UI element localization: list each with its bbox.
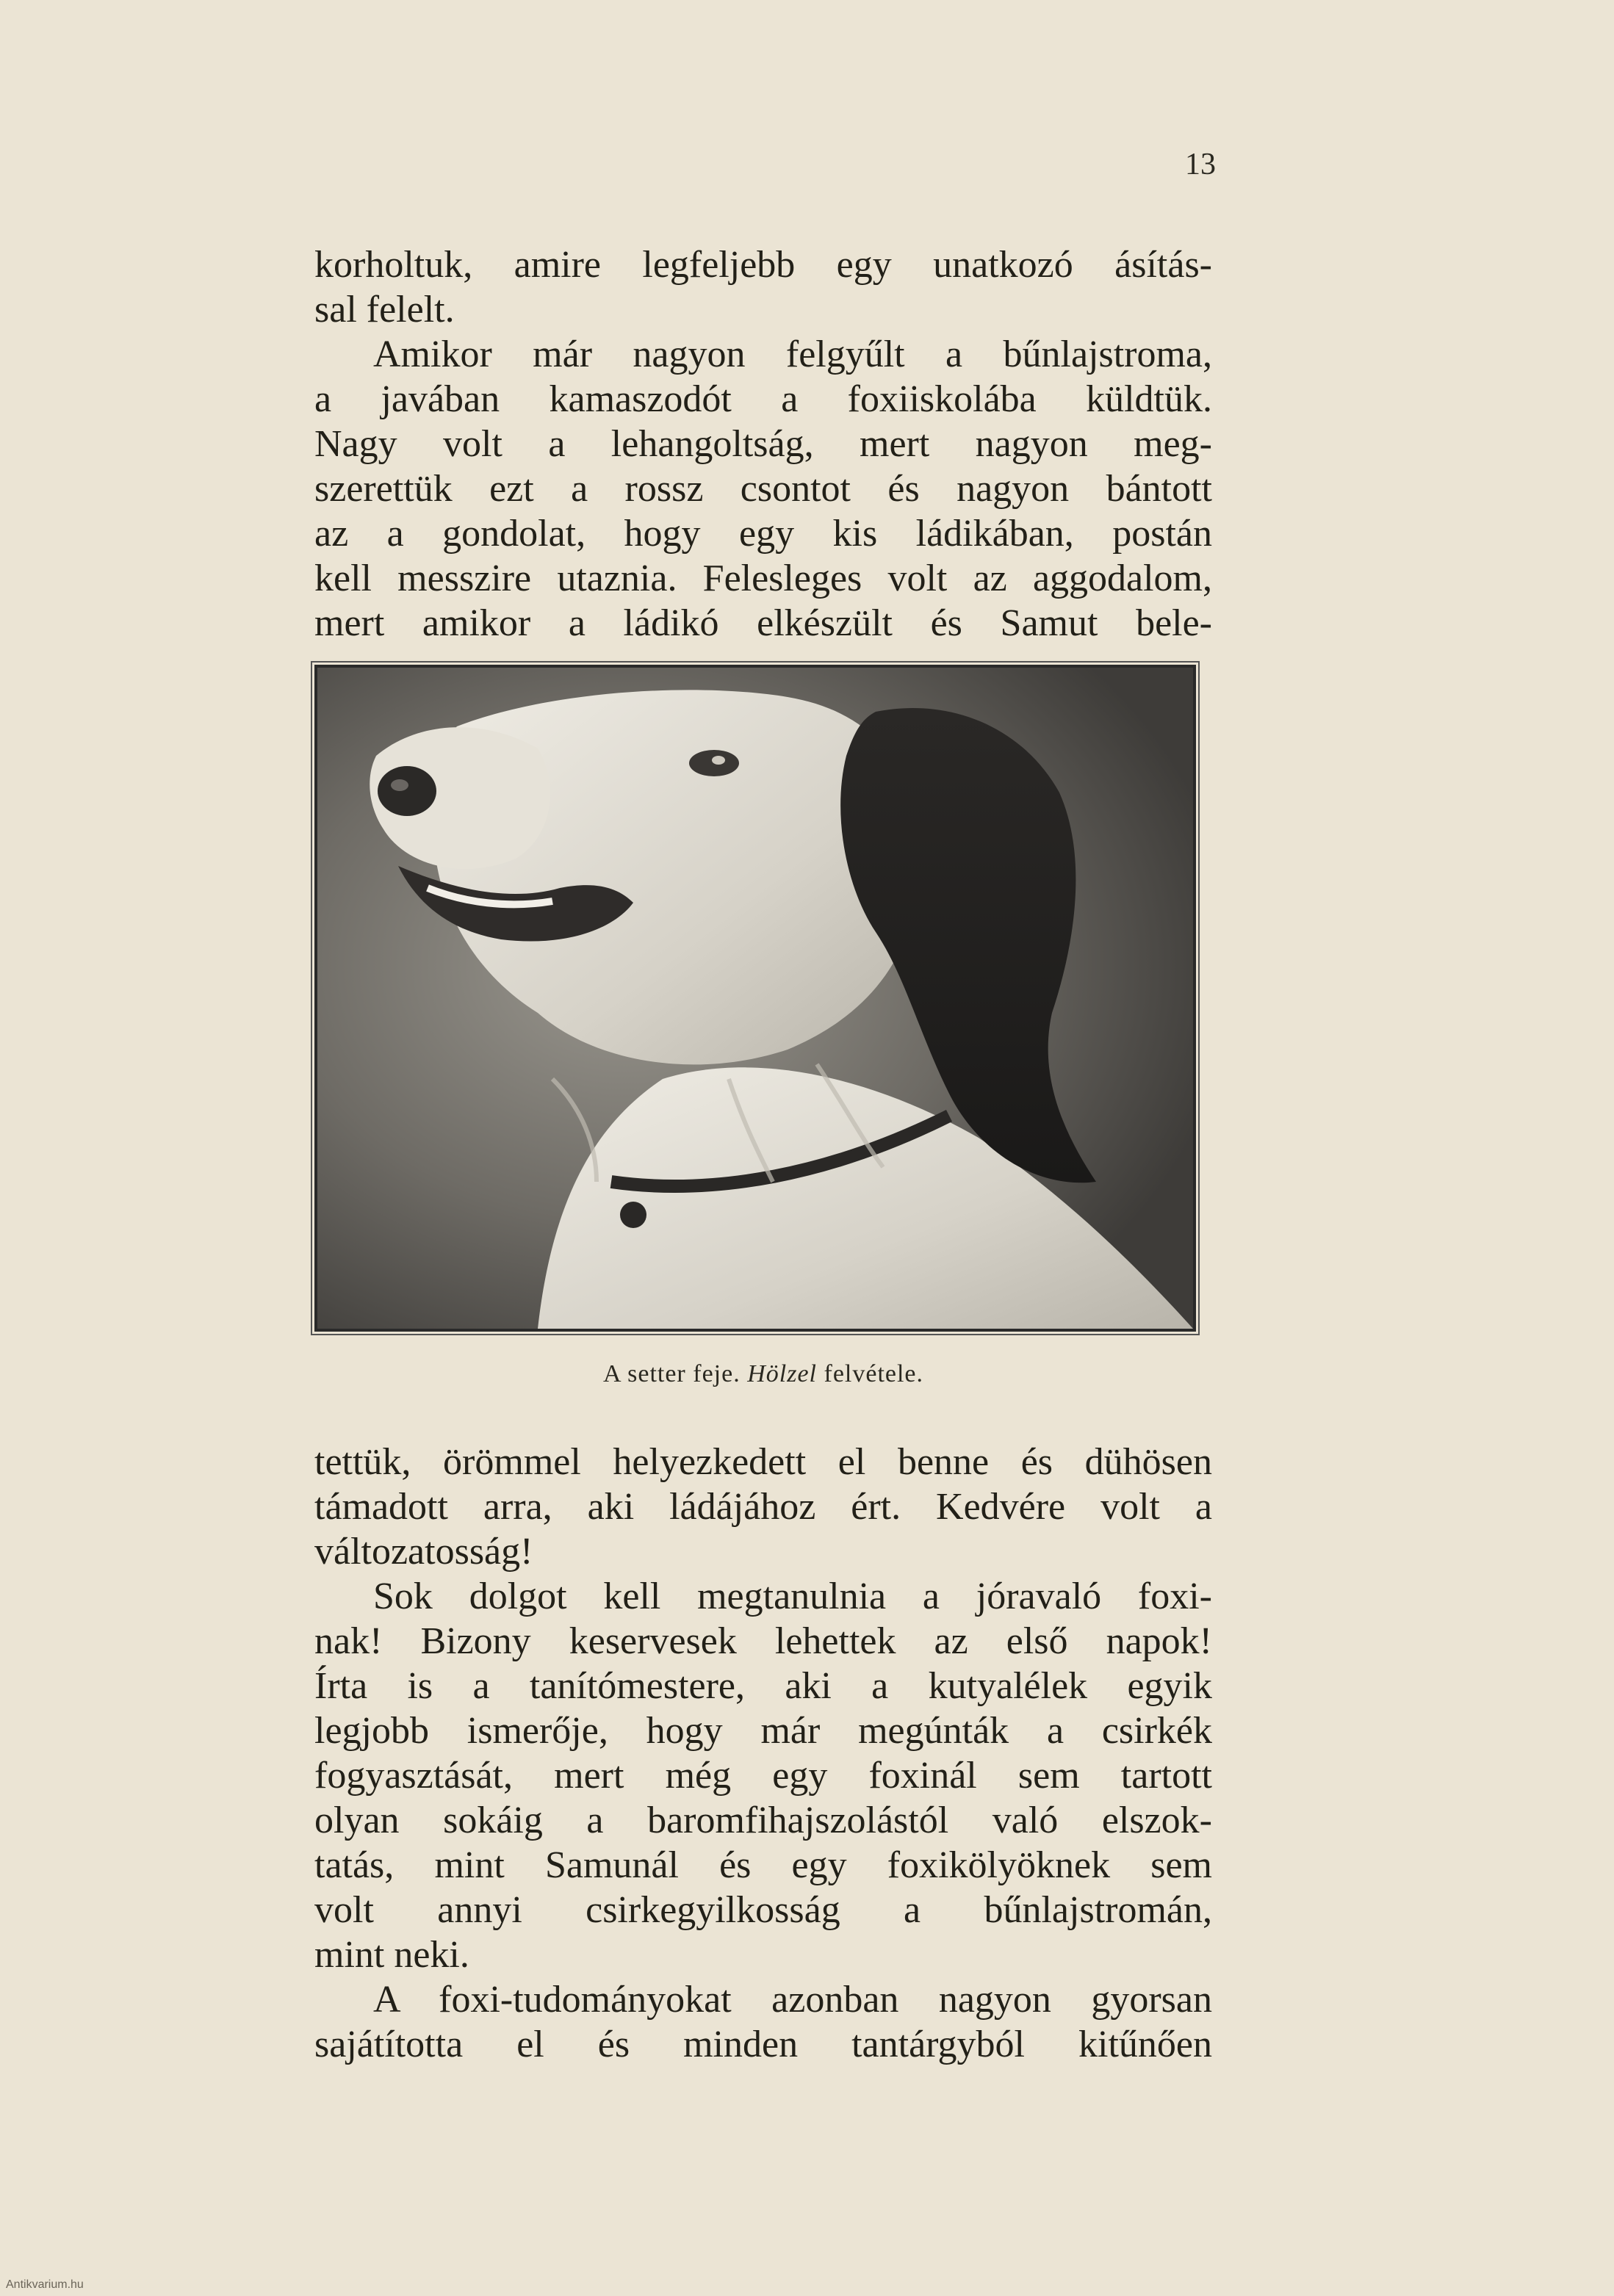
text-line: Írta is a tanítómestere, aki a kutyalélek egyik <box>314 1665 1212 1707</box>
text-line: sal felelt. <box>314 289 455 331</box>
watermark: Antikvarium.hu <box>6 2278 84 2291</box>
paragraph-bottom <box>314 1440 1212 2067</box>
text-line: a javában kamaszodót a foxiiskolába küldtük. <box>314 378 1212 420</box>
text-line: tatás, mint Samunál és egy foxikölyöknek sem <box>314 1844 1212 1886</box>
text-line: az a gondolat, hogy egy kis ládikában, postán <box>314 513 1212 555</box>
caption-text: A setter feje. <box>602 1360 741 1387</box>
text-line: korholtuk, amire legfeljebb egy unatkozó ásítás- <box>314 244 1212 286</box>
text-line: támadott arra, aki ládájához ért. Kedvére volt a <box>314 1486 1212 1528</box>
dog-photo <box>314 665 1196 1332</box>
figure-caption <box>314 1360 1212 1388</box>
text-line: Nagy volt a lehangoltság, mert nagyon meg- <box>314 423 1212 465</box>
text-line: szerettük ezt a rossz csontot és nagyon bántott <box>314 468 1212 510</box>
text-line: sajátította el és minden tantárgyból kitűnően <box>314 2024 1212 2065</box>
text-line: nak! Bizony keservesek lehettek az első napok! <box>314 1620 1212 1662</box>
text-line: Amikor már nagyon felgyűlt a bűnlajstroma, <box>373 333 1212 375</box>
text-line: volt annyi csirkegyilkosság a bűnlajstromán, <box>314 1889 1212 1931</box>
caption-photographer: Hölzel <box>747 1360 817 1387</box>
setter-head-illustration <box>317 668 1193 1329</box>
text-line: legjobb ismerője, hogy már megúnták a csirkék <box>314 1710 1212 1752</box>
text-line: változatosság! <box>314 1531 533 1573</box>
text-line: kell messzire utaznia. Felesleges volt az aggodalom, <box>314 557 1212 599</box>
text-line: mint neki. <box>314 1934 469 1976</box>
text-line: olyan sokáig a baromfihajszolástól való elszok- <box>314 1799 1212 1841</box>
text-line: fogyasztását, mert még egy foxinál sem tartott <box>314 1755 1212 1797</box>
paragraph-top <box>314 242 1212 646</box>
text-line: mert amikor a ládikó elkészült és Samut bele- <box>314 602 1212 644</box>
text-line: Sok dolgot kell megtanulnia a jóravaló foxi- <box>373 1575 1212 1617</box>
text-line: tettük, örömmel helyezkedett el benne és dühösen <box>314 1441 1212 1483</box>
caption-suffix: felvétele. <box>824 1360 924 1387</box>
text-line: A foxi-tudományokat azonban nagyon gyorsan <box>373 1979 1212 2021</box>
page-number: 13 <box>1185 148 1216 181</box>
